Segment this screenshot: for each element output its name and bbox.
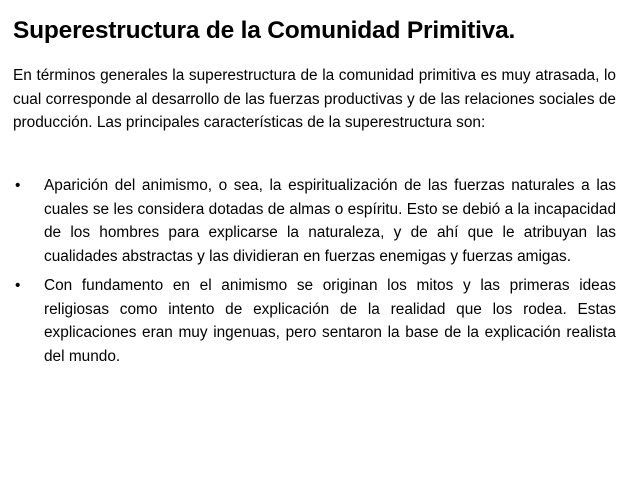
bullet-item-animismo (13, 174, 616, 268)
bullet-text: Con fundamento en el animismo se originan los mitos y las primeras ideas religiosas como intento de explicación de la realidad que los rodea. Estas explicaciones eran muy ingenuas, pero sentaron la base de la explicación realista del mundo. (44, 277, 616, 365)
bullet-text: Aparición del animismo, o sea, la espiritualización de las fuerzas naturales a las cuales se les considera dotadas de almas o espíritu. Esto se debió a la incapacidad de los hombres para explicarse la naturaleza, y de ahí que le atribuyan las cualidades abstractas y las dividieran en fuerzas enemigas y fuerzas amigas. (44, 177, 616, 265)
bullet-item-mitos (13, 274, 616, 368)
bullet-list (13, 174, 616, 374)
intro-paragraph: En términos generales la superestructura de la comunidad primitiva es muy atrasada, lo cual corresponde al desarrollo de las fuerzas productivas y de las relaciones sociales de producción. Las principales características de la superestructura son: (13, 67, 616, 131)
slide-title: Superestructura de la Comunidad Primitiva. (13, 17, 516, 44)
bullet-icon: • (15, 277, 21, 294)
bullet-icon: • (15, 177, 21, 194)
